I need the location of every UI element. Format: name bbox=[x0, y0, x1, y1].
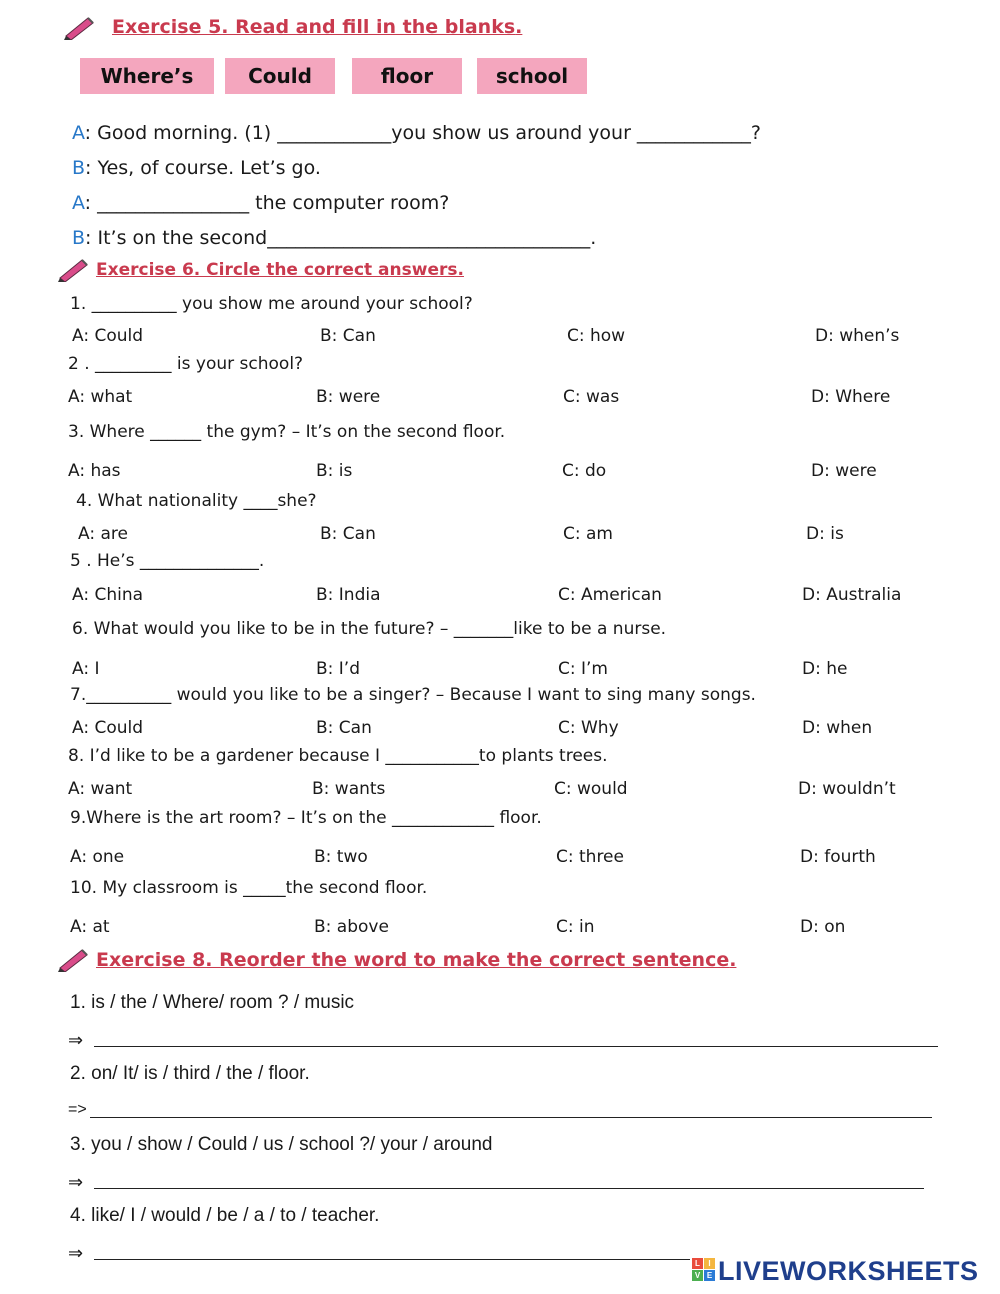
dialogue-line bbox=[72, 192, 449, 214]
answer-option[interactable]: C: do bbox=[562, 461, 607, 481]
dialogue-text: : Good morning. (1) ____________you show us around your ____________? bbox=[84, 122, 762, 144]
reorder-prompt: 2. on/ It/ is / third / the / floor. bbox=[70, 1063, 310, 1084]
answer-option[interactable]: B: wants bbox=[312, 779, 386, 799]
answer-option[interactable]: D: Australia bbox=[802, 585, 902, 605]
answer-option[interactable]: B: Can bbox=[316, 718, 372, 738]
word-bank-item: floor bbox=[352, 58, 462, 94]
answer-option[interactable]: C: three bbox=[556, 847, 624, 867]
dialogue-line bbox=[72, 122, 761, 144]
answer-option[interactable]: D: were bbox=[811, 461, 877, 481]
answer-option[interactable]: B: India bbox=[316, 585, 381, 605]
answer-option[interactable]: A: Could bbox=[72, 718, 144, 738]
word-bank-item: Could bbox=[225, 58, 335, 94]
question-text: 7.__________ would you like to be a singer? – Because I want to sing many songs. bbox=[70, 685, 756, 705]
answer-option[interactable]: A: I bbox=[72, 659, 100, 679]
answer-option[interactable]: A: what bbox=[68, 387, 133, 407]
answer-option[interactable]: C: American bbox=[558, 585, 662, 605]
answer-option[interactable]: A: Could bbox=[72, 326, 144, 346]
exercise5-title-period: . bbox=[515, 16, 523, 38]
answer-option[interactable]: C: was bbox=[563, 387, 620, 407]
question-text: 6. What would you like to be in the future? – _______like to be a nurse. bbox=[72, 619, 667, 639]
answer-option[interactable]: C: would bbox=[554, 779, 628, 799]
answer-arrow: ⇒ bbox=[68, 1172, 84, 1192]
answer-option[interactable]: A: want bbox=[68, 779, 133, 799]
exercise8-title-text: Exercise 8. Reorder the word to make the correct sentence bbox=[96, 949, 730, 971]
word-bank-item: school bbox=[477, 58, 587, 94]
question-text: 8. I’d like to be a gardener because I ___________to plants trees. bbox=[68, 746, 608, 766]
answer-option[interactable]: C: Why bbox=[558, 718, 619, 738]
answer-option[interactable]: C: am bbox=[563, 524, 613, 544]
dialogue-line bbox=[72, 157, 321, 179]
answer-option[interactable]: D: when bbox=[802, 718, 873, 738]
pencil-icon bbox=[56, 256, 90, 282]
exercise6-title-text: Exercise 6. Circle the correct answers bbox=[96, 260, 458, 280]
dialogue-text: : ________________ the computer room? bbox=[84, 192, 450, 214]
answer-option[interactable]: B: Can bbox=[320, 524, 376, 544]
question-text: 2 . _________ is your school? bbox=[68, 354, 304, 374]
pencil-icon bbox=[62, 14, 96, 40]
answer-option[interactable]: B: Can bbox=[320, 326, 376, 346]
answer-option[interactable]: B: two bbox=[314, 847, 368, 867]
dialogue-text: : It’s on the second__________________________________. bbox=[85, 227, 597, 249]
logo-letter: V bbox=[692, 1270, 703, 1281]
answer-option[interactable]: D: wouldn’t bbox=[798, 779, 896, 799]
question-text: 1. __________ you show me around your school? bbox=[70, 294, 473, 314]
exercise8-title bbox=[96, 949, 736, 971]
answer-option[interactable]: C: I’m bbox=[558, 659, 608, 679]
question-text: 9.Where is the art room? – It’s on the ____________ floor. bbox=[70, 808, 542, 828]
logo-letter: I bbox=[704, 1258, 715, 1269]
exercise6-title bbox=[96, 260, 464, 280]
answer-option[interactable]: D: on bbox=[800, 917, 846, 937]
answer-option[interactable]: D: fourth bbox=[800, 847, 876, 867]
reorder-prompt: 4. like/ I / would / be / a / to / teacher. bbox=[70, 1205, 380, 1226]
answer-arrow: => bbox=[68, 1101, 87, 1118]
answer-option[interactable]: D: when’s bbox=[815, 326, 900, 346]
exercise8-title-period: . bbox=[729, 949, 737, 971]
logo-letter: L bbox=[692, 1258, 703, 1269]
answer-line[interactable] bbox=[94, 1259, 690, 1260]
answer-line[interactable] bbox=[94, 1188, 924, 1189]
exercise5-title bbox=[112, 16, 522, 38]
logo-text: LIVEWORKSHEETS bbox=[718, 1256, 979, 1286]
answer-line[interactable] bbox=[94, 1046, 938, 1047]
answer-option[interactable]: B: I’d bbox=[316, 659, 361, 679]
reorder-prompt: 3. you / show / Could / us / school ?/ your / around bbox=[70, 1134, 493, 1155]
question-text: 5 . He’s ______________. bbox=[70, 551, 265, 571]
question-text: 3. Where ______ the gym? – It’s on the second floor. bbox=[68, 422, 506, 442]
word-bank-item: Where’s bbox=[80, 58, 214, 94]
speaker-label: B bbox=[72, 157, 86, 179]
answer-line[interactable] bbox=[90, 1117, 932, 1118]
logo-letter: E bbox=[704, 1270, 715, 1281]
exercise6-title-period: . bbox=[457, 260, 464, 280]
dialogue-line bbox=[72, 227, 596, 249]
answer-option[interactable]: B: were bbox=[316, 387, 381, 407]
answer-option[interactable]: A: one bbox=[70, 847, 125, 867]
answer-option[interactable]: C: how bbox=[567, 326, 626, 346]
answer-option[interactable]: D: is bbox=[806, 524, 844, 544]
dialogue-text: : Yes, of course. Let’s go. bbox=[85, 157, 321, 179]
answer-option[interactable]: A: China bbox=[72, 585, 144, 605]
speaker-label: A bbox=[72, 192, 85, 214]
answer-option[interactable]: B: above bbox=[314, 917, 389, 937]
pencil-icon bbox=[56, 946, 90, 972]
reorder-prompt: 1. is / the / Where/ room ? / music bbox=[70, 992, 355, 1013]
question-text: 4. What nationality ____she? bbox=[76, 491, 317, 511]
speaker-label: B bbox=[72, 227, 86, 249]
question-text: 10. My classroom is _____the second floor. bbox=[70, 878, 428, 898]
answer-option[interactable]: A: has bbox=[68, 461, 121, 481]
answer-option[interactable]: A: at bbox=[70, 917, 110, 937]
speaker-label: A bbox=[72, 122, 85, 144]
answer-arrow: ⇒ bbox=[68, 1030, 84, 1050]
answer-option[interactable]: B: is bbox=[316, 461, 353, 481]
answer-option[interactable]: C: in bbox=[556, 917, 595, 937]
answer-arrow: ⇒ bbox=[68, 1243, 84, 1263]
exercise5-title-text: Exercise 5. Read and fill in the blanks bbox=[112, 16, 516, 38]
answer-option[interactable]: A: are bbox=[78, 524, 128, 544]
answer-option[interactable]: D: he bbox=[802, 659, 848, 679]
answer-option[interactable]: D: Where bbox=[811, 387, 891, 407]
